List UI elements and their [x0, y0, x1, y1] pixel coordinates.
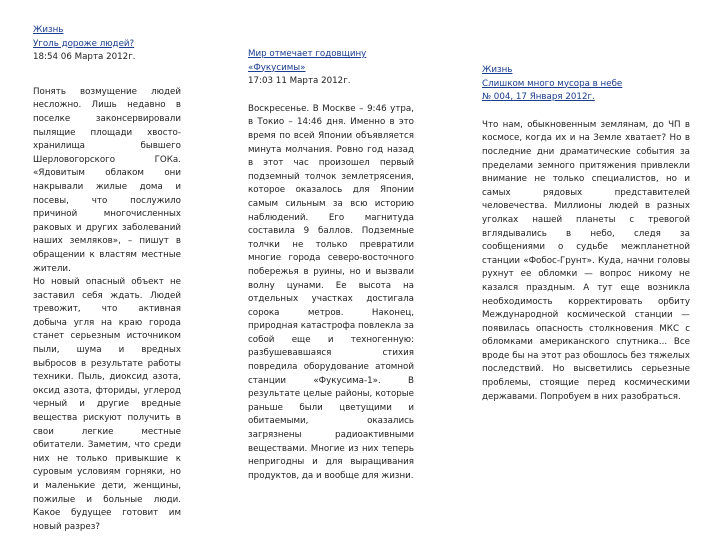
- article-space-debris: [482, 64, 690, 404]
- article-date: 17:03 11 Марта 2012г.: [248, 76, 351, 87]
- article-paragraph: Что нам, обыкновенным землянам, до ЧП в космосе, когда их и на Земле хватает? Но в последние дни драматические события за пределами земного притяжения привлекли внимание не только специалистов, но и самых рядовых представителей человечества. Миллионы людей в разных уголках нашей планеты с тревогой вглядывались в небо, следя за сообщениями о судьбе межпланетной станции «Фобос-Грунт». Куда, начни головы рухнут ее обломки — вопрос никому не казался праздным. А тут еще возникла необходимость корректировать орбиту Международной космической станции — появилась опасность столкновения МКС с обломками американского спутника... Все вроде бы на этот раз обошлось без тяжелых последствий. Но высветились серьезные проблемы, стоящие перед космическими державами. Попробуем в них разобраться.: [482, 119, 690, 402]
- article-paragraph: Но новый опасный объект не заставил себя ждать. Людей тревожит, что активная добыча угля на краю города станет серьезным источником пыли, шума и вредных выбросов в результате работы техники. Пыль, диоксид азота, оксид азота, фториды, углерод черный и другие вредные вещества рискуют получить в свои легкие местные обитатели. Заметим, что среди них не только привыкшие к суровым условиям горняки, но и маленькие дети, женщины, пожилые и больные люди. Какое будущее готовит им новый разрез?: [33, 277, 181, 532]
- article-paragraph: Воскресенье. В Москве – 9:46 утра, в Токио – 14:46 дня. Именно в это время по всей Японии объявляется минута молчания. Ровно год назад в этот час произошел первый подземный толчок землетрясения, которое оказалось для Японии самым сильным за всю историю наблюдений. Его магнитуда составила 9 баллов. Подземные толчки не только превратили многие города северо-восточного побережья в руины, но и вызвали волну цунами. Ее высота на отдельных участках достигала сорока метров. Наконец, природная катастрофа повлекла за собой еще и техногенную: разбушевавшаяся стихия повредила оборудование атомной станции «Фукусима-1». В результате целые районы, которые раньше были цветущими и обитаемыми, оказались загрязнены радиоактивными веществами. Многие из них теперь непригодны и для выращивания продуктов, да и вообще для жизни.: [248, 103, 414, 481]
- article-paragraph: Понять возмущение людей несложно. Лишь недавно в поселке законсервировали пылящие площади хвосто-хранилища бывшего Шерловогорского ГОКа. «Ядовитым облаком они накрывали жилые дома и посевы, что послужило причиной многочисленных раковых и других заболеваний наших земляков», – пишут в обращении к властям местные жители.: [33, 86, 181, 274]
- issue-link[interactable]: № 004, 17 Января 2012г.: [482, 92, 595, 103]
- rubric-link[interactable]: Жизнь: [482, 65, 513, 75]
- article-header: [482, 64, 690, 105]
- article-date: 18:54 06 Марта 2012г.: [33, 52, 136, 63]
- article-headline-link[interactable]: Мир отмечает годовщину «Фукусимы»: [248, 49, 367, 73]
- article-headline-link[interactable]: Уголь дороже людей?: [33, 38, 135, 49]
- article-headline-link[interactable]: Слишком много мусора в небе: [482, 78, 623, 89]
- rubric-link[interactable]: Жизнь: [33, 25, 64, 35]
- article-fukushima: [248, 48, 414, 483]
- article-coal: [33, 24, 181, 534]
